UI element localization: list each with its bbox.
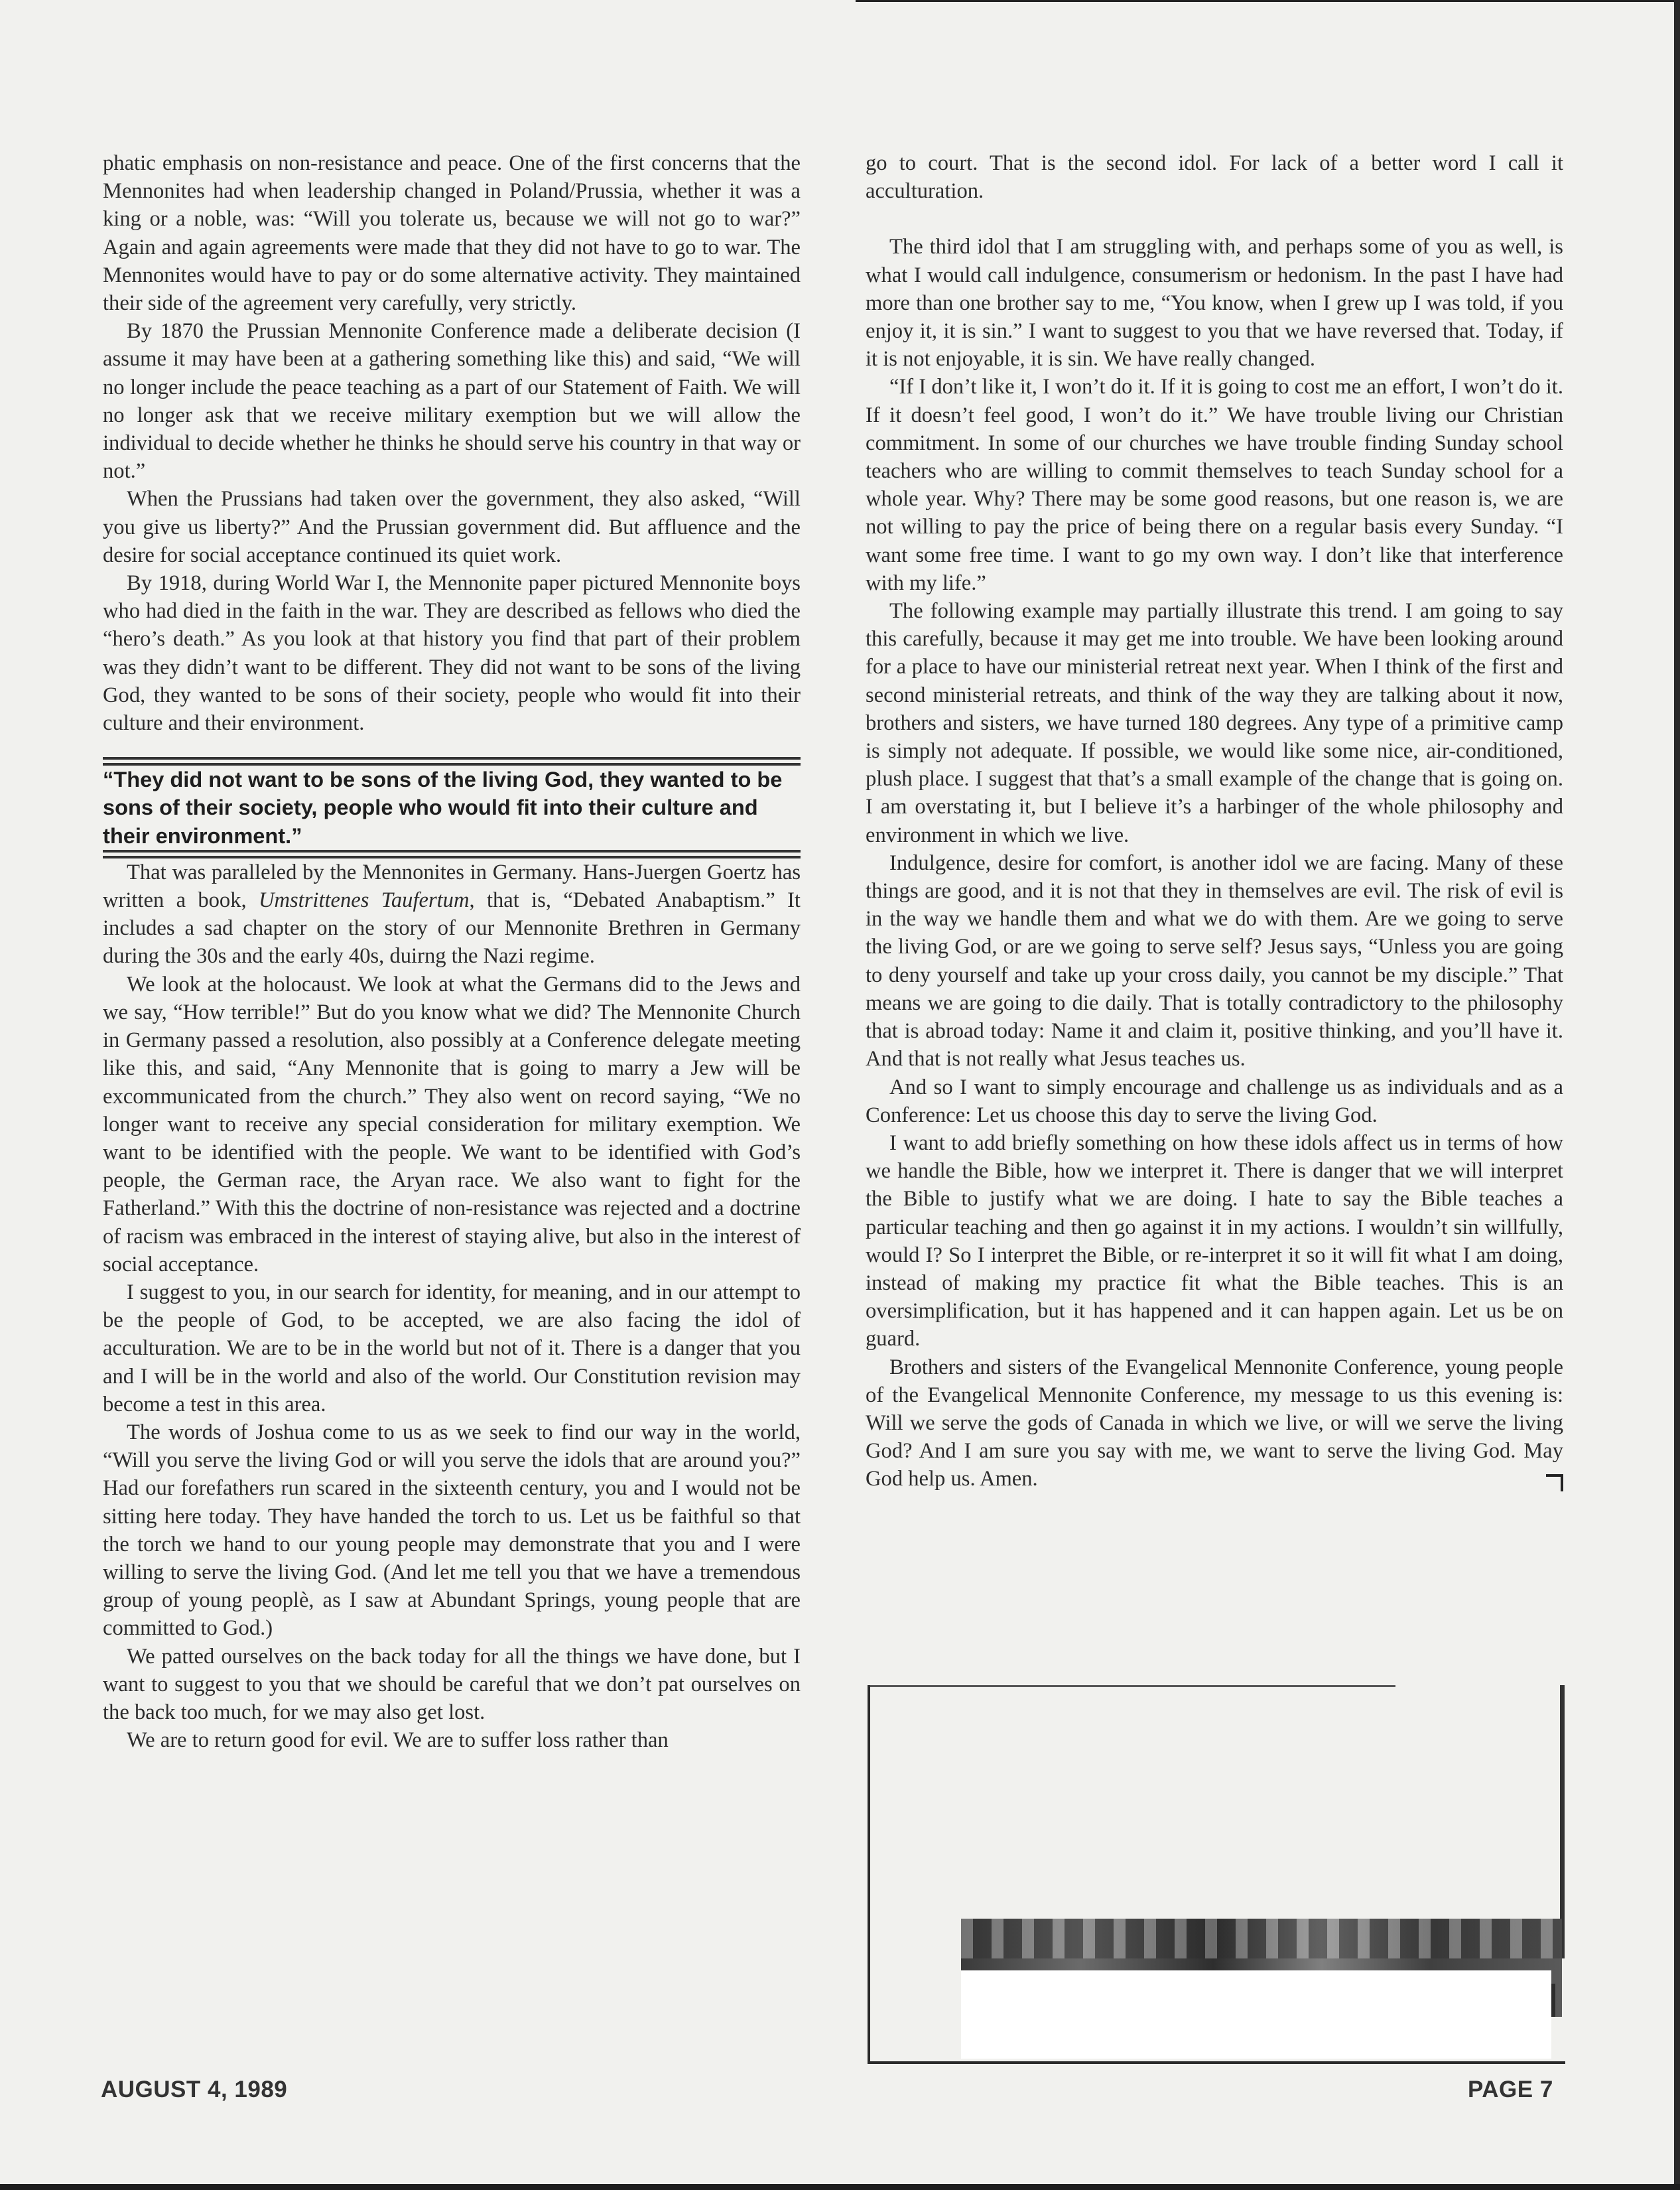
photo-right-rule — [1560, 1685, 1565, 1958]
left-paragraph: We patted ourselves on the back today for all the things we have done, but I want to suggest to you that we should be careful that we don’t pat ourselves on the back too much, for we may also get lost. — [103, 1644, 801, 1724]
photo-top-rule — [870, 1685, 1395, 1687]
book-text-before: That was paralleled by the Mennonites in Germany. Hans-Juergen Goertz has written a book, — [103, 860, 801, 913]
right-paragraph: I want to add briefly something on how these idols affect us in terms of how we handle the Bible, how we interpret it. There is danger that we will interpret the Bible to justify what we are doing. I hate to say the Bible teaches a particular teaching and then go against it in my actions. I wouldn’t sin willfully, would I? So I interpret the Bible, or re-interpret it so it will fit what I am doing, instead of making my practice fit what the Bible teaches. This is an oversimplification, but it has happened and it can happen again. Let us be on guard. — [866, 1130, 1563, 1351]
left-paragraph: We are to return good for evil. We are to suffer loss rather than — [127, 1728, 669, 1753]
footer-page-number: PAGE 7 — [1468, 2077, 1553, 2102]
pull-quote-bottom-rule — [103, 850, 801, 858]
pull-quote-top-rule — [103, 757, 801, 766]
right-paragraph: And so I want to simply encourage and challenge us as individuals and as a Conference: Let us choose this day to serve the living God. — [866, 1075, 1563, 1127]
pull-quote-block — [103, 757, 801, 858]
right-paragraph: “If I don’t like it, I won’t do it. If it is going to cost me an effort, I won’t do it. If it doesn’t feel good, I won’t do it.” We have trouble living our Christian commitment. In some of our churches we have trouble finding Sunday school teachers who are willing to commit themselves to teach Sunday school for a whole year. Why? There may be some good reasons, but one reason is, we are not willing to pay the price of being there on a regular basis every Sunday. “I want some free time. I want to go my own way. I don’t like that interference with my life.” — [866, 375, 1563, 595]
left-paragraph: By 1870 the Prussian Mennonite Conference made a deliberate decision (I assume it may have been at a gathering something like this) and said, “We will no longer include the peace teaching as a part of our Statement of Faith. We will no longer ask that we receive military exemption but we will allow the individual to decide whether he thinks he should serve his country in that way or not.” — [103, 319, 801, 484]
right-paragraph-closing — [866, 1353, 1563, 1493]
right-paragraph: Indulgence, desire for comfort, is another idol we are facing. Many of these things are good, and it is not that they in themselves are evil. The risk of evil is in the way we handle them and what we do with them. Are we going to serve the living God, or are we going to serve self? Jesus says, “Unless you are going to deny yourself and take up your cross daily, you cannot be my disciple.” That means we are going to die daily. That is totally contradictory to the philosophy that is abroad today: Name it and claim it, positive thinking, and you’ll have it. And that is not really what Jesus teaches us. — [866, 851, 1563, 1071]
left-paragraph: phatic emphasis on non-resistance and peace. One of the first concerns that the Mennonites had when leadership changed in Poland/Prussia, whether it was a king or a noble, was: “Will you tolerate us, because we will not go to war?” Again and again agreements were made that they did not have to go to war. The Mennonites would have to pay or do some alternative activity. They maintained their side of the agreement very carefully, very strictly. — [103, 151, 801, 316]
page-edge-top — [856, 0, 1680, 2]
left-paragraph: When the Prussians had taken over the government, they also asked, “Will you give us liberty?” And the Prussian government did. But affluence and the desire for social acceptance continued its quiet work. — [103, 487, 801, 567]
left-paragraph-book — [103, 858, 801, 971]
left-column — [103, 149, 801, 1754]
end-of-article-mark — [1546, 1474, 1563, 1491]
right-column — [866, 149, 1563, 1493]
page-edge-bottom — [0, 2184, 1680, 2190]
left-paragraph: The words of Joshua come to us as we seek to find our way in the world, “Will you serve the living God or will you serve the idols that are around you?” Had our forefathers run scared in the sixteenth century, you and I would not be sitting here today. They have handed the torch to us. Let us be faithful so that the torch we hand to our young people may demonstrate that you and I were willing to serve the living God. (And let me tell you that we have a tremendous group of young peoplè, as I saw at Abundant Springs, young people that are committed to God.) — [103, 1420, 801, 1641]
footer-date: AUGUST 4, 1989 — [101, 2077, 288, 2102]
right-paragraph: The following example may partially illustrate this trend. I am going to say this carefully, because it may get me into trouble. We have been looking around for a place to have our ministerial retreat next year. When I think of the first and second ministerial retreats, and think of the way they are talking about it now, brothers and sisters, we have turned 180 degrees. Any type of a primitive camp is simply not adequate. If possible, we would like some nice, air-conditioned, plush place. I suggest that that’s a small example of the change that is going on. I am overstating it, but I believe it’s a harbinger of the whole philosophy and environment in which we live. — [866, 599, 1563, 847]
pull-quote-text: “They did not want to be sons of the living God, they wanted to be sons of their society, people who would fit into their culture and their environment.” — [103, 767, 783, 848]
page-edge-right — [1674, 0, 1680, 2190]
right-paragraph: go to court. That is the second idol. For lack of a better word I call it acculturation. — [866, 151, 1563, 204]
left-paragraph: We look at the holocaust. We look at what the Germans did to the Jews and we say, “How terrible!” But do you know what we did? The Mennonite Church in Germany passed a resolution, also possibly at a Conference delegate meeting like this, and said, “Any Mennonite that is going to marry a Jew will be excommunicated from the church.” They also went on record saying, “We no longer want to receive any special consideration for military exemption. We want to be identified with the people. We want to be identified with God’s people, the German race, the Aryan race. We also want to fight for the Fatherland.” With this the doctrine of non-resistance was rejected and a doctrine of racism was embraced in the interest of staying alive, but also in the interest of social acceptance. — [103, 972, 801, 1276]
left-paragraph: By 1918, during World War I, the Mennonite paper pictured Mennonite boys who had died in the faith in the war. They are described as fellows who died the “hero’s death.” As you look at that history you find that part of their problem was they didn’t want to be different. They did not want to be sons of the living God, they wanted to be sons of their society, people who would fit into their culture and their environment. — [103, 571, 801, 736]
book-title: Umstrittenes Taufertum — [258, 888, 470, 913]
book-text-after: , that is, “Debated Anabaptism.” It includes a sad chapter on the story of our Mennonite Brethren in Germany during the 30s and the early 40s, duirng the Nazi regime. — [103, 888, 801, 969]
left-paragraph: I suggest to you, in our search for identity, for meaning, and in our attempt to be the people of God, to be accepted, we are also facing the idol of acculturation. We are to be in the world but not of it. There is a danger that you and I will be in the world and also of the world. Our Constitution revision may become a test in this area. — [103, 1280, 801, 1416]
right-paragraph: The third idol that I am struggling with, and perhaps some of you as well, is what I would call indulgence, consumerism or hedonism. In the past I have had more than one brother say to me, “You know, when I grew up I was told, if you enjoy it, it is sin.” I want to suggest to you that we have reversed that. Today, if it is not enjoyable, it is sin. We have really changed. — [866, 235, 1563, 372]
photo-blank-area — [961, 1970, 1551, 2059]
closing-text: Brothers and sisters of the Evangelical Mennonite Conference, young people of the Evangelical Mennonite Conference, my message to us this evening is: Will we serve the gods of Canada in which we live, or will we serve the living God? And I am sure you say with me, we want to serve the living God. May God help us. Amen. — [866, 1355, 1563, 1491]
photo-frame — [868, 1685, 1565, 2064]
